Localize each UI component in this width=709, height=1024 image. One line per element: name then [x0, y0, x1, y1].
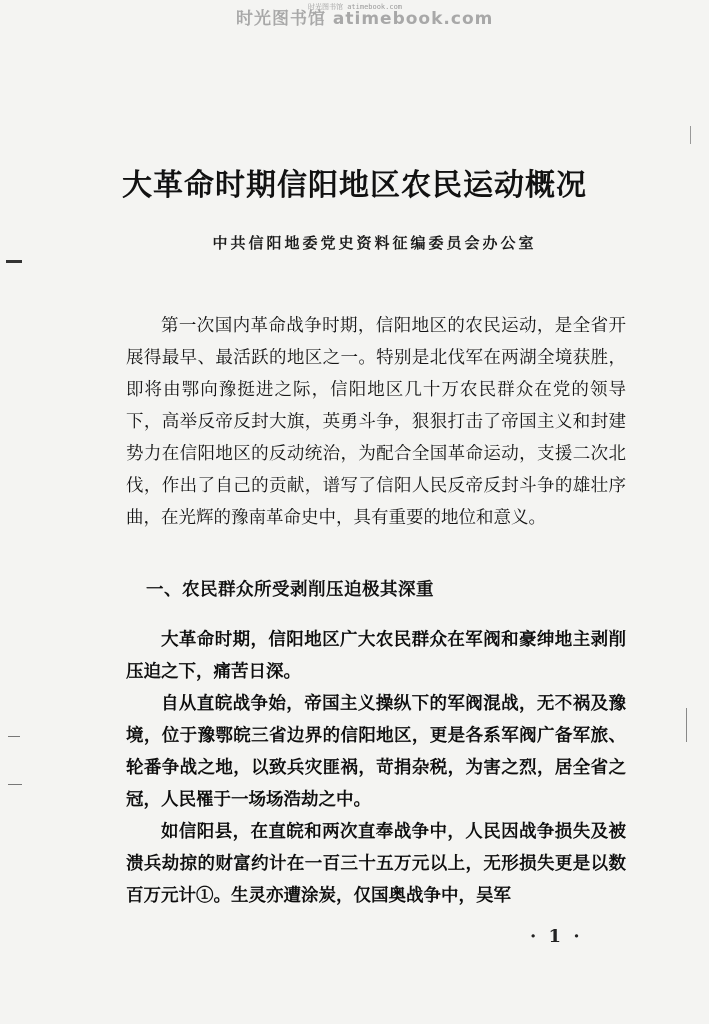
body-paragraph-2: 自从直皖战争始，帝国主义操纵下的军阀混战，无不祸及豫境，位于豫鄂皖三省边界的信阳地区，更是各系军阀广备军旅、轮番争战之地，以致兵灾匪祸，苛捐杂税，为害之烈，居全省之冠，人民罹于一场场浩劫之中。 [126, 694, 626, 810]
intro-paragraph: 第一次国内革命战争时期，信阳地区的农民运动，是全省开展得最早、最活跃的地区之一。特别是北伐军在两湖全境获胜，即将由鄂向豫挺进之际，信阳地区几十万农民群众在党的领导下，高举反帝反封大旗，英勇斗争，狠狠打击了帝国主义和封建势力在信阳地区的反动统治，为配合全国革命运动，支援二次北伐，作出了自己的贡献，谱写了信阳人民反帝反封斗争的雄壮序曲，在光辉的豫南革命史中，具有重要的地位和意义。 [126, 316, 626, 528]
page-number: · 1 · [530, 926, 583, 947]
page-number-value: 1 [548, 926, 565, 947]
scan-mark-right-top [690, 126, 691, 144]
watermark-small-text: 时光图书馆 atimebook.com [308, 3, 403, 11]
watermark-text: 时光图书馆 atimebook.com [236, 9, 494, 29]
article-title: 大革命时期信阳地区农民运动概况 [122, 168, 587, 203]
scan-mark-left-middle [8, 736, 20, 737]
scan-mark-left-lower [8, 784, 22, 785]
body-paragraph-1: 大革命时期，信阳地区广大农民群众在军阀和豪绅地主剥削压迫之下，痛苦日深。 [126, 630, 626, 682]
article-author: 中共信阳地委党史资料征编委员会办公室 [212, 234, 537, 252]
body-block [126, 624, 626, 912]
intro-block [126, 310, 626, 534]
section-heading: 一、农民群众所受剥削压迫极其深重 [146, 580, 434, 600]
scan-mark-left-top [6, 260, 22, 263]
body-paragraph-3: 如信阳县，在直皖和两次直奉战争中，人民因战争损失及被溃兵劫掠的财富约计在一百三十五万元以上，无形损失更是以数百万元计①。生灵亦遭涂炭，仅国奥战争中，吴军 [126, 822, 626, 906]
scan-mark-right [686, 708, 687, 742]
